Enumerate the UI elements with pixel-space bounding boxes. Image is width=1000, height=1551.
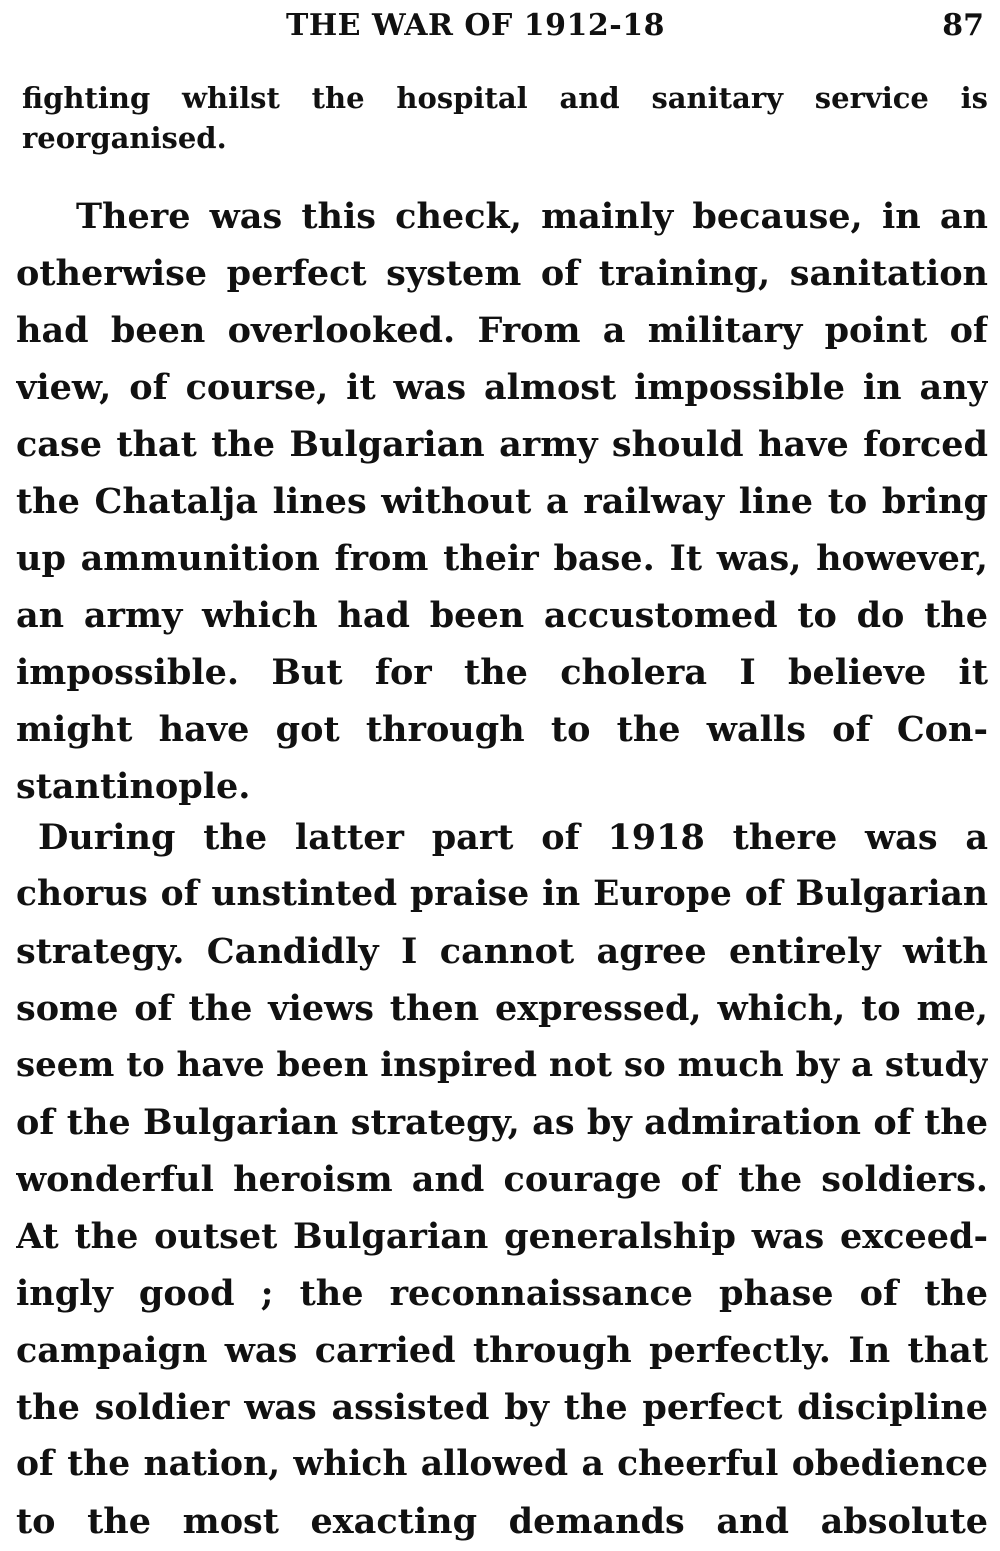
- page-header: [0, 8, 1000, 48]
- paragraph-1: [16, 188, 988, 815]
- paragraph-line: wonderful heroism and courage of the soldiers.: [16, 1159, 988, 1200]
- paragraph-line: had been overlooked. From a military point of: [16, 310, 988, 351]
- paragraph-line: of the nation, which allowed a cheerful obedience: [16, 1444, 988, 1484]
- paragraph-line: some of the views then expressed, which, to me,: [16, 988, 988, 1029]
- paragraph-line: chorus of unstinted praise in Europe of Bulgarian: [16, 874, 988, 914]
- paragraph-line: campaign was carried through perfectly. In that: [16, 1330, 988, 1371]
- paragraph-line: otherwise perfect system of training, sanitation: [16, 253, 988, 294]
- paragraph-line: At the outset Bulgarian generalship was exceed-: [16, 1216, 988, 1257]
- carryover-text: [22, 78, 988, 158]
- running-head: THE WAR OF 1912-18: [286, 8, 665, 43]
- paragraph-2: [16, 809, 988, 1550]
- paragraph-line: There was this check, mainly because, in an: [76, 196, 988, 237]
- paragraph-line: of the Bulgarian strategy, as by admiration of the: [16, 1102, 988, 1143]
- paragraph-line: the soldier was assisted by the perfect discipline: [16, 1387, 988, 1428]
- page-number: 87: [942, 8, 984, 43]
- paragraph-line: might have got through to the walls of Con-: [16, 709, 988, 750]
- paragraph-line: to the most exacting demands and absolute: [16, 1501, 988, 1542]
- carryover-line: reorganised.: [22, 121, 227, 155]
- paragraph-line: During the latter part of 1918 there was a: [38, 817, 988, 858]
- paragraph-line: case that the Bulgarian army should have forced: [16, 424, 988, 465]
- paragraph-line: impossible. But for the cholera I believe it: [16, 652, 988, 693]
- paragraph-line: stantinople.: [16, 766, 251, 807]
- paragraph-line: an army which had been accustomed to do the: [16, 595, 988, 636]
- paragraph-line: strategy. Candidly I cannot agree entirely with: [16, 931, 988, 972]
- paragraph-line: seem to have been inspired not so much by a study: [16, 1045, 988, 1085]
- carryover-line: fighting whilst the hospital and sanitary service is: [22, 81, 988, 115]
- paragraph-line: up ammunition from their base. It was, however,: [16, 538, 988, 579]
- paragraph-line: view, of course, it was almost impossible in any: [16, 367, 988, 408]
- paragraph-line: the Chatalja lines without a railway line to bring: [16, 481, 988, 522]
- paragraph-line: ingly good ; the reconnaissance phase of the: [16, 1273, 988, 1314]
